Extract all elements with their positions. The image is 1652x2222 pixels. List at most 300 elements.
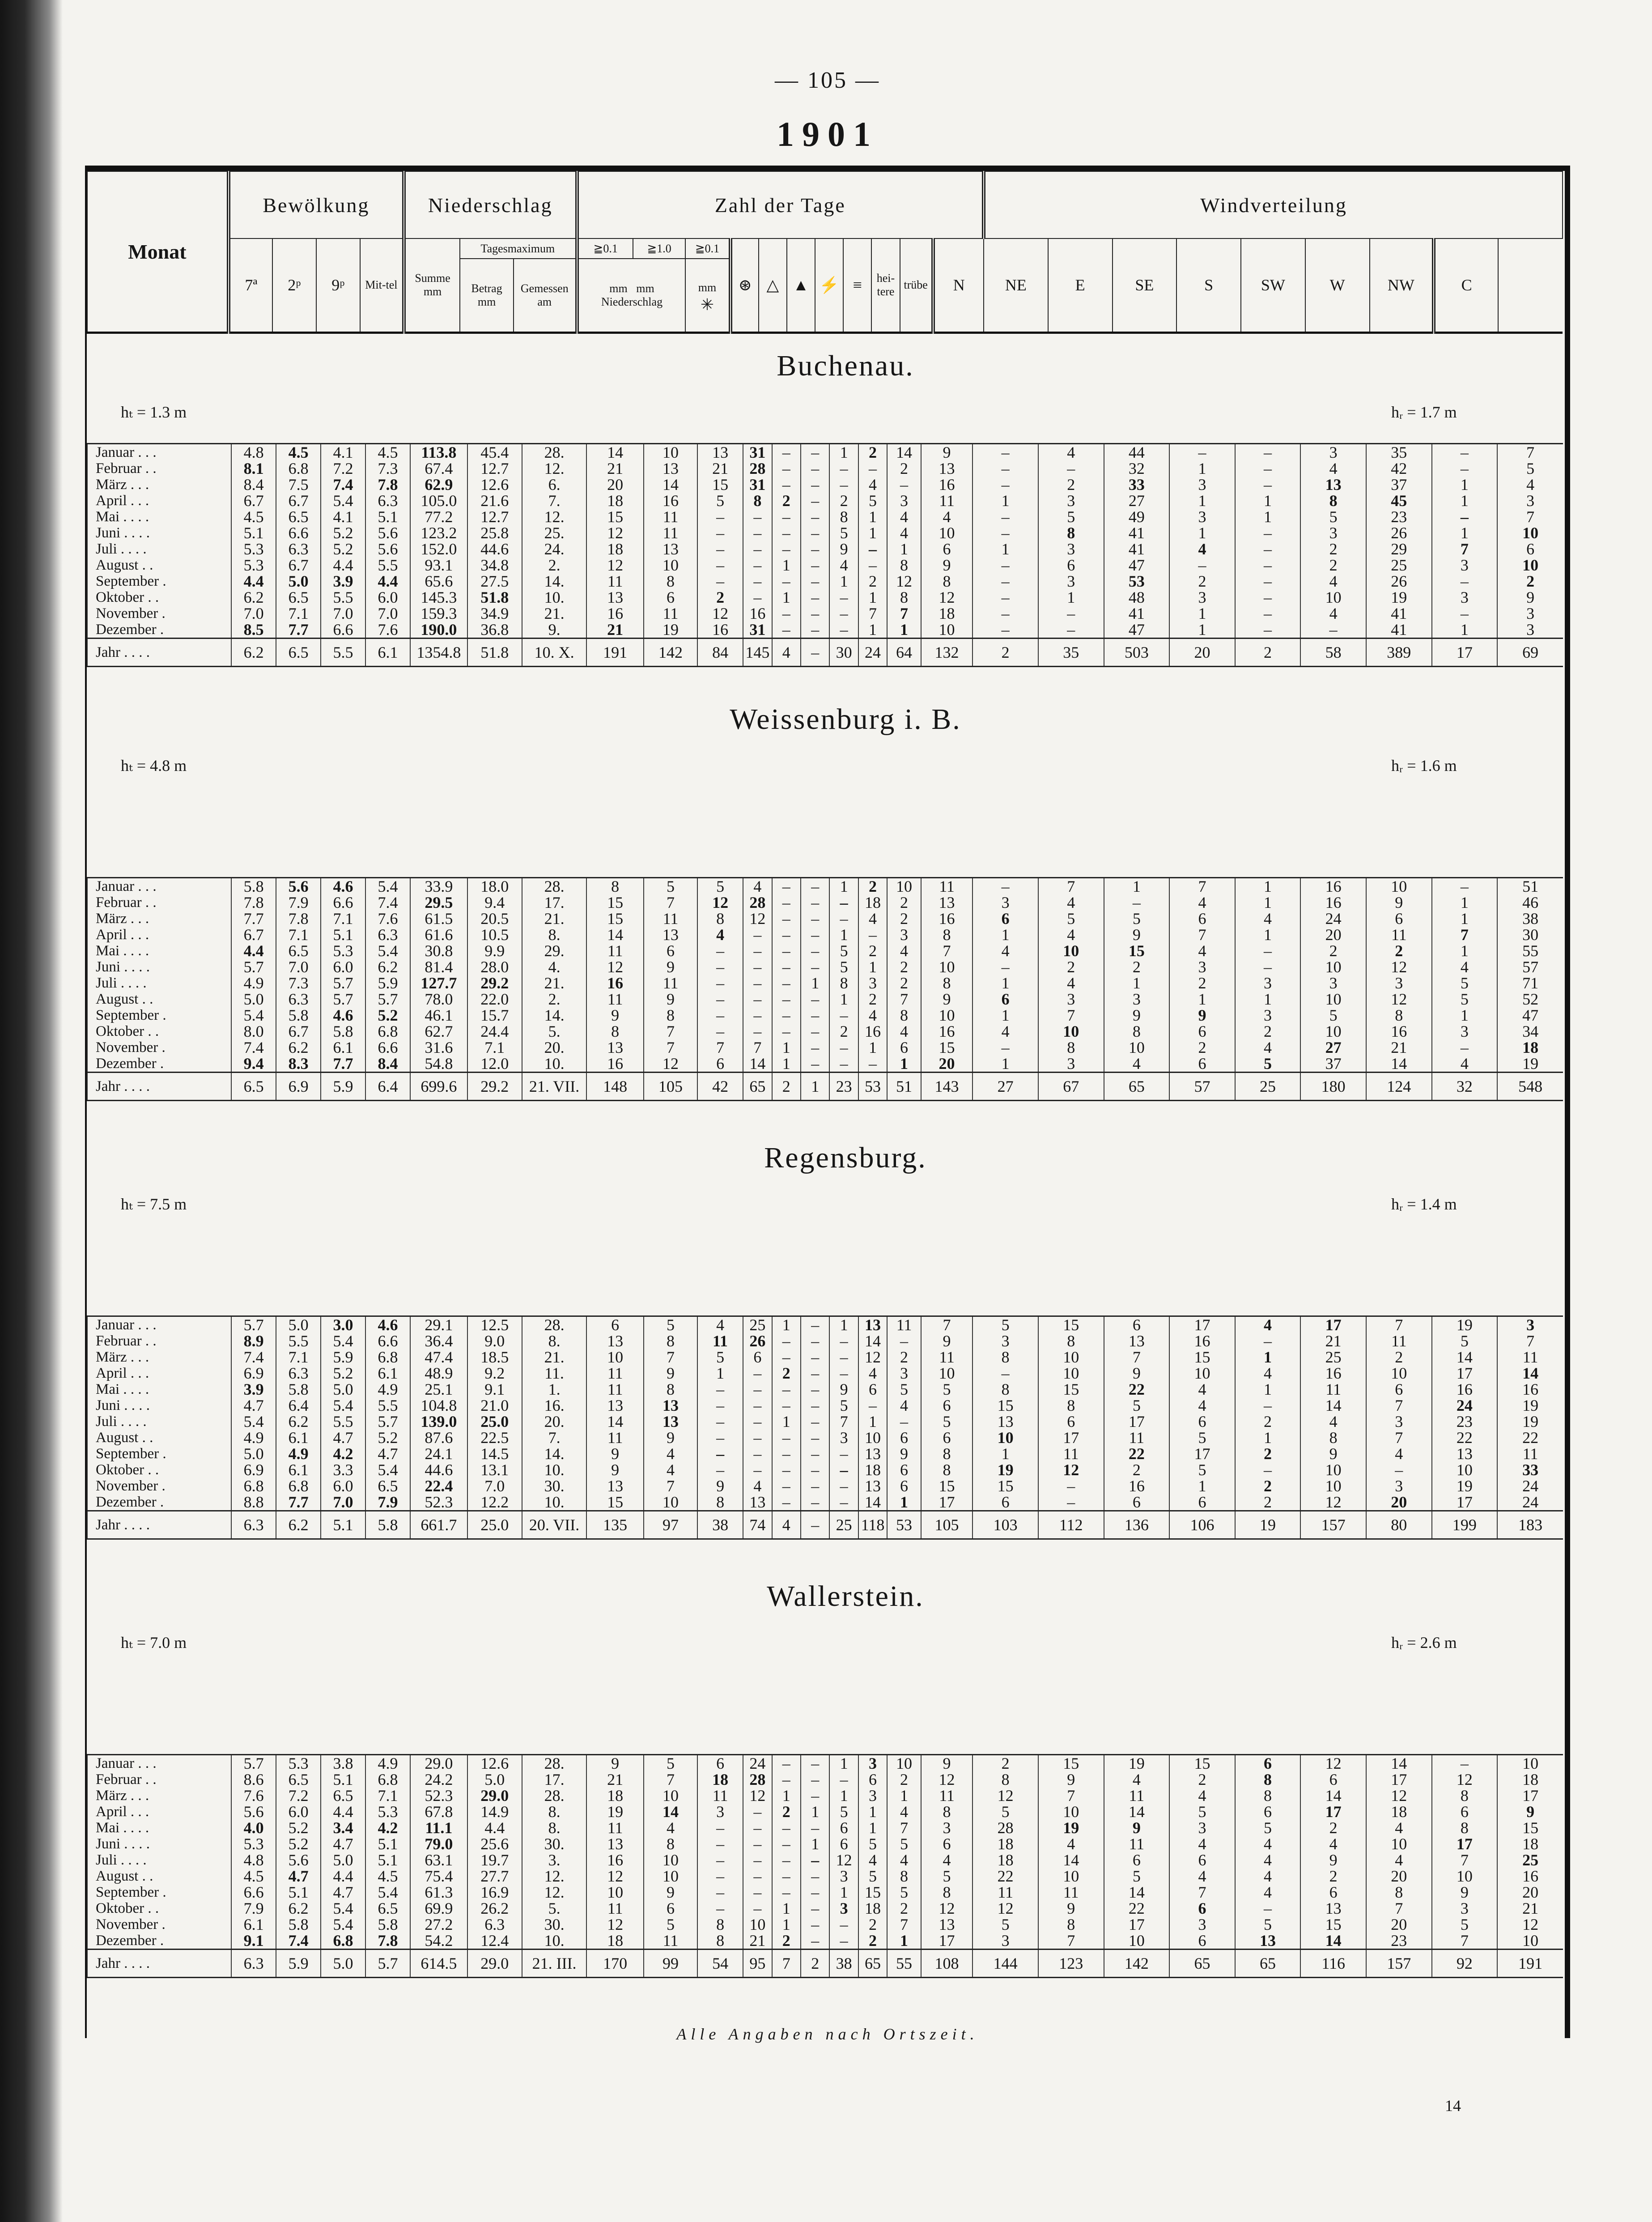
table-cell: 10 bbox=[921, 621, 973, 639]
header-niederschlag-small: mm mm Niederschlag bbox=[577, 259, 686, 332]
table-cell: 4 bbox=[1104, 1056, 1170, 1073]
station-title: Buchenau. bbox=[777, 349, 914, 382]
table-row bbox=[87, 557, 1563, 573]
table-cell: 7 bbox=[858, 605, 887, 621]
table-row bbox=[87, 1771, 1563, 1788]
table-row bbox=[87, 1333, 1563, 1349]
table-cell: 1 bbox=[801, 1836, 829, 1852]
table-cell: 4 bbox=[1169, 1836, 1235, 1852]
table-cell: 4 bbox=[1169, 894, 1235, 911]
table-row-year bbox=[87, 1950, 1563, 1978]
table-cell: 11 bbox=[921, 878, 973, 895]
table-cell: – bbox=[743, 1820, 772, 1836]
table-cell: 65 bbox=[1104, 1073, 1170, 1101]
table-cell: 3 bbox=[973, 1333, 1038, 1349]
table-cell: 5. bbox=[522, 1023, 586, 1039]
month-label: Juli . . . . bbox=[87, 1413, 231, 1430]
table-cell: – bbox=[772, 991, 801, 1007]
table-cell: – bbox=[743, 943, 772, 959]
table-cell: 7 bbox=[1169, 927, 1235, 943]
table-cell: 3 bbox=[1300, 444, 1366, 461]
table-cell: – bbox=[772, 1333, 801, 1349]
table-cell: 116 bbox=[1300, 1950, 1366, 1978]
table-cell: 5.4 bbox=[365, 943, 410, 959]
table-cell: 4.7 bbox=[231, 1397, 276, 1413]
table-cell: – bbox=[743, 1446, 772, 1462]
table-cell: 7 bbox=[1038, 1007, 1104, 1023]
header-d01: ≧0.1 bbox=[577, 238, 633, 259]
table-cell: 6.2 bbox=[276, 1511, 321, 1539]
table-cell: 2 bbox=[1300, 557, 1366, 573]
table-cell: 8. bbox=[522, 1804, 586, 1820]
table-cell: 6.1 bbox=[231, 1916, 276, 1933]
table-cell: 9.0 bbox=[467, 1333, 522, 1349]
month-label: April . . . bbox=[87, 1804, 231, 1820]
table-cell: 1 bbox=[772, 1900, 801, 1916]
table-cell: 8 bbox=[921, 1884, 973, 1900]
table-cell: 7 bbox=[1038, 1933, 1104, 1950]
table-cell: 8 bbox=[921, 927, 973, 943]
table-cell: 4 bbox=[1169, 1788, 1235, 1804]
table-cell: 5 bbox=[921, 1381, 973, 1397]
table-cell: – bbox=[743, 1430, 772, 1446]
table-cell: 14 bbox=[1104, 1804, 1170, 1820]
table-cell: 29.0 bbox=[410, 1755, 467, 1772]
table-cell: 6.0 bbox=[321, 1478, 365, 1494]
table-cell: 3 bbox=[1300, 975, 1366, 991]
table-cell: 14 bbox=[586, 444, 644, 461]
table-row bbox=[87, 589, 1563, 605]
table-cell: 30.8 bbox=[410, 943, 467, 959]
station-title: Wallerstein. bbox=[767, 1580, 924, 1613]
table-cell: – bbox=[801, 557, 829, 573]
table-cell: 5.9 bbox=[321, 1349, 365, 1365]
table-cell: 2 bbox=[858, 943, 887, 959]
table-cell: 5.7 bbox=[365, 991, 410, 1007]
table-cell: 1 bbox=[829, 991, 858, 1007]
header-9p: 9ᵖ bbox=[316, 238, 360, 332]
table-cell: 10 bbox=[1497, 557, 1563, 573]
table-cell: 3 bbox=[1169, 959, 1235, 975]
table-cell: 9 bbox=[644, 1884, 697, 1900]
table-cell: 4 bbox=[887, 509, 921, 525]
table-cell: – bbox=[697, 509, 743, 525]
table-cell: – bbox=[1235, 959, 1301, 975]
table-cell: 87.6 bbox=[410, 1430, 467, 1446]
table-cell: 10 bbox=[1432, 1462, 1498, 1478]
table-cell: 10 bbox=[973, 1430, 1038, 1446]
table-cell: 10. bbox=[522, 1494, 586, 1511]
table-cell: – bbox=[801, 1023, 829, 1039]
table-cell: 12. bbox=[522, 509, 586, 525]
table-cell: 1 bbox=[973, 1007, 1038, 1023]
table-cell: 14. bbox=[522, 1446, 586, 1462]
table-cell: 11 bbox=[644, 911, 697, 927]
table-cell: 11. bbox=[522, 1365, 586, 1381]
table-cell: 6 bbox=[1366, 911, 1432, 927]
table-cell: 13 bbox=[586, 1397, 644, 1413]
table-cell: 4.7 bbox=[321, 1884, 365, 1900]
table-cell: 6 bbox=[1169, 1056, 1235, 1073]
header-niederschlag: Niederschlag bbox=[404, 171, 577, 238]
table-cell: 10.5 bbox=[467, 927, 522, 943]
table-cell: 5.1 bbox=[365, 1852, 410, 1868]
table-cell: 46.1 bbox=[410, 1007, 467, 1023]
table-cell: 19 bbox=[1235, 1511, 1301, 1539]
table-cell: 5.4 bbox=[321, 1916, 365, 1933]
table-cell: 25 bbox=[1366, 557, 1432, 573]
table-cell: 3 bbox=[973, 1933, 1038, 1950]
table-cell: 5 bbox=[1169, 1804, 1235, 1820]
table-cell: – bbox=[858, 1056, 887, 1073]
table-cell: 64 bbox=[887, 639, 921, 667]
table-cell: 27 bbox=[973, 1073, 1038, 1101]
table-cell: 6 bbox=[644, 589, 697, 605]
table-cell: 14 bbox=[1300, 1788, 1366, 1804]
table-cell: 6.5 bbox=[365, 1900, 410, 1916]
table-cell: 7 bbox=[921, 1316, 973, 1333]
table-cell: 19 bbox=[1497, 1056, 1563, 1073]
table-cell: 8.1 bbox=[231, 460, 276, 477]
table-cell: 10 bbox=[1300, 589, 1366, 605]
table-row bbox=[87, 525, 1563, 541]
table-cell: 5 bbox=[887, 1381, 921, 1397]
table-cell: 9 bbox=[697, 1478, 743, 1494]
table-cell: 3 bbox=[1169, 477, 1235, 493]
table-cell: – bbox=[829, 1933, 858, 1950]
table-cell: 27.7 bbox=[467, 1868, 522, 1884]
table-cell: 9 bbox=[586, 1446, 644, 1462]
table-cell: 5 bbox=[1235, 1916, 1301, 1933]
table-cell: 4.5 bbox=[231, 509, 276, 525]
table-cell: 4 bbox=[1432, 959, 1498, 975]
table-cell: 21 bbox=[697, 460, 743, 477]
table-cell: 18 bbox=[921, 605, 973, 621]
table-cell: 33 bbox=[1497, 1462, 1563, 1478]
table-cell: 5 bbox=[973, 1316, 1038, 1333]
table-cell: 6.6 bbox=[231, 1884, 276, 1900]
table-cell: 7 bbox=[1366, 1900, 1432, 1916]
table-cell: 4.9 bbox=[231, 975, 276, 991]
table-cell: 67.4 bbox=[410, 460, 467, 477]
table-cell: 11 bbox=[921, 1788, 973, 1804]
table-cell: 5.3 bbox=[231, 541, 276, 557]
table-cell: 14 bbox=[1300, 1933, 1366, 1950]
table-cell: 9.4 bbox=[231, 1056, 276, 1073]
table-cell: 13 bbox=[858, 1316, 887, 1333]
table-cell: 14 bbox=[858, 1494, 887, 1511]
table-cell: 3 bbox=[887, 927, 921, 943]
table-cell: 7 bbox=[1169, 878, 1235, 895]
table-cell: 28. bbox=[522, 1316, 586, 1333]
table-cell: 25 bbox=[743, 1316, 772, 1333]
table-cell: 3 bbox=[858, 975, 887, 991]
header-gemessen: Gemessen am bbox=[514, 259, 577, 332]
table-cell: 4.4 bbox=[321, 1804, 365, 1820]
table-cell: 5.2 bbox=[321, 1365, 365, 1381]
table-cell: 7.4 bbox=[231, 1039, 276, 1056]
table-cell: 2 bbox=[887, 1349, 921, 1365]
table-row bbox=[87, 1788, 1563, 1804]
month-label: November . bbox=[87, 605, 231, 621]
table-cell: 7 bbox=[1366, 1397, 1432, 1413]
table-cell: 5.8 bbox=[365, 1916, 410, 1933]
table-cell: 1 bbox=[1235, 878, 1301, 895]
table-cell: 11 bbox=[586, 1365, 644, 1381]
table-cell: 20 bbox=[1366, 1494, 1432, 1511]
table-cell: 5 bbox=[1104, 1868, 1170, 1884]
table-cell: 4.4 bbox=[321, 557, 365, 573]
table-cell: 118 bbox=[858, 1511, 887, 1539]
table-cell: – bbox=[801, 1900, 829, 1916]
table-cell: 190.0 bbox=[410, 621, 467, 639]
table-cell: 7.6 bbox=[231, 1788, 276, 1804]
table-cell: 20. bbox=[522, 1039, 586, 1056]
table-cell: 1 bbox=[829, 444, 858, 461]
table-cell: 17 bbox=[1432, 639, 1498, 667]
table-cell: 12.5 bbox=[467, 1316, 522, 1333]
table-cell: 12 bbox=[697, 894, 743, 911]
table-cell: 6 bbox=[697, 1056, 743, 1073]
table-cell: 4 bbox=[887, 525, 921, 541]
month-label: April . . . bbox=[87, 1365, 231, 1381]
table-cell: 44 bbox=[1104, 444, 1170, 461]
table-cell: 7.2 bbox=[321, 460, 365, 477]
table-cell: 41 bbox=[1104, 541, 1170, 557]
station-table bbox=[87, 443, 1563, 667]
table-cell: – bbox=[801, 894, 829, 911]
table-cell: 5.4 bbox=[321, 1333, 365, 1349]
table-cell: – bbox=[801, 1430, 829, 1446]
table-cell: 6.5 bbox=[231, 1073, 276, 1101]
table-row bbox=[87, 573, 1563, 589]
table-cell: 7 bbox=[1366, 1430, 1432, 1446]
table-cell: 13 bbox=[586, 1478, 644, 1494]
table-cell: 5 bbox=[829, 1804, 858, 1820]
table-cell: 2. bbox=[522, 991, 586, 1007]
table-cell: 1 bbox=[1432, 943, 1498, 959]
table-cell: 5.6 bbox=[231, 1804, 276, 1820]
table-cell: 1 bbox=[1169, 605, 1235, 621]
table-cell: 6.1 bbox=[276, 1430, 321, 1446]
table-cell: 5.0 bbox=[231, 991, 276, 1007]
table-cell: 3 bbox=[921, 1820, 973, 1836]
table-cell: 5 bbox=[644, 1916, 697, 1933]
table-cell: 3 bbox=[1366, 1413, 1432, 1430]
header-wind-e: E bbox=[1048, 238, 1113, 332]
table-cell: 37 bbox=[1300, 1056, 1366, 1073]
table-cell: 5 bbox=[829, 525, 858, 541]
table-cell: 5.4 bbox=[365, 1884, 410, 1900]
table-cell: 5 bbox=[1169, 1462, 1235, 1478]
table-cell: 4 bbox=[1300, 605, 1366, 621]
table-cell: 12 bbox=[1366, 991, 1432, 1007]
table-cell: – bbox=[697, 975, 743, 991]
table-cell: 6.7 bbox=[276, 493, 321, 509]
table-cell: 7.5 bbox=[276, 477, 321, 493]
table-cell: 5 bbox=[697, 1349, 743, 1365]
table-cell: 2 bbox=[858, 1933, 887, 1950]
table-cell: 25.0 bbox=[467, 1413, 522, 1430]
table-cell: 18 bbox=[1497, 1039, 1563, 1056]
table-row-year bbox=[87, 639, 1563, 667]
table-cell: 19 bbox=[1497, 1413, 1563, 1430]
table-cell: 5.8 bbox=[231, 878, 276, 895]
table-cell: 20 bbox=[1300, 927, 1366, 943]
table-cell: 123.2 bbox=[410, 525, 467, 541]
table-cell: 14 bbox=[1497, 1365, 1563, 1381]
table-cell: 2 bbox=[887, 911, 921, 927]
table-cell: 4 bbox=[858, 477, 887, 493]
table-cell: 17 bbox=[1432, 1836, 1498, 1852]
table-cell: 45.4 bbox=[467, 444, 522, 461]
table-cell: 4.6 bbox=[321, 878, 365, 895]
year-label: Jahr . . . . bbox=[87, 1950, 231, 1978]
station-table bbox=[87, 1754, 1563, 1978]
table-cell: 20 bbox=[921, 1056, 973, 1073]
table-cell: 69 bbox=[1497, 639, 1563, 667]
table-cell: 6 bbox=[1038, 1413, 1104, 1430]
table-cell: – bbox=[801, 1365, 829, 1381]
table-cell: 14. bbox=[522, 1007, 586, 1023]
table-cell: 5.7 bbox=[231, 1755, 276, 1772]
table-cell: 6.3 bbox=[276, 541, 321, 557]
station-height-thermometer: hₜ = 7.0 m bbox=[121, 1634, 187, 1652]
table-cell: 13 bbox=[743, 1494, 772, 1511]
table-cell: 108 bbox=[921, 1950, 973, 1978]
table-cell: 2 bbox=[887, 959, 921, 975]
table-cell: 18 bbox=[586, 541, 644, 557]
table-cell: 19 bbox=[1432, 1478, 1498, 1494]
table-cell: 28 bbox=[743, 894, 772, 911]
table-cell: 7.9 bbox=[365, 1494, 410, 1511]
table-cell: 8.5 bbox=[231, 621, 276, 639]
table-cell: 6 bbox=[1169, 1413, 1235, 1430]
table-cell: 7 bbox=[1432, 1852, 1498, 1868]
table-cell: 9 bbox=[921, 991, 973, 1007]
page-number: — 105 — bbox=[775, 68, 880, 93]
table-cell: 7 bbox=[1038, 878, 1104, 895]
table-cell: 6 bbox=[858, 1381, 887, 1397]
table-cell: 8.3 bbox=[276, 1056, 321, 1073]
table-cell: – bbox=[1432, 878, 1498, 895]
table-cell: 11 bbox=[921, 1349, 973, 1365]
table-cell: 2 bbox=[973, 639, 1038, 667]
table-cell: – bbox=[772, 1494, 801, 1511]
table-cell: 2 bbox=[858, 444, 887, 461]
table-cell: 5 bbox=[887, 1884, 921, 1900]
table-cell: – bbox=[1366, 1462, 1432, 1478]
month-label: Januar . . . bbox=[87, 444, 231, 461]
table-cell: 20 bbox=[1497, 1884, 1563, 1900]
table-cell: 6. bbox=[522, 477, 586, 493]
month-label: Oktober . . bbox=[87, 1462, 231, 1478]
station-height-thermometer: hₜ = 7.5 m bbox=[121, 1195, 187, 1213]
table-cell: 1 bbox=[1432, 493, 1498, 509]
table-cell: 11 bbox=[644, 509, 697, 525]
table-cell: 38 bbox=[697, 1511, 743, 1539]
table-cell: 21.6 bbox=[467, 493, 522, 509]
table-cell: – bbox=[801, 1884, 829, 1900]
table-cell: 6.5 bbox=[276, 509, 321, 525]
table-cell: 1 bbox=[801, 975, 829, 991]
table-row bbox=[87, 1852, 1563, 1868]
table-cell: 548 bbox=[1497, 1073, 1563, 1101]
table-cell: 12 bbox=[973, 1788, 1038, 1804]
table-cell: 1 bbox=[1235, 1349, 1301, 1365]
table-cell: 6 bbox=[1169, 1852, 1235, 1868]
table-cell: 15 bbox=[1169, 1349, 1235, 1365]
table-cell: 14 bbox=[1432, 1349, 1498, 1365]
table-cell: 9 bbox=[1104, 1365, 1170, 1381]
table-cell: – bbox=[858, 460, 887, 477]
table-cell: 6.8 bbox=[276, 460, 321, 477]
table-cell: 17 bbox=[1038, 1430, 1104, 1446]
table-cell: 18 bbox=[586, 1788, 644, 1804]
table-cell: 12. bbox=[522, 1884, 586, 1900]
table-cell: 123 bbox=[1038, 1950, 1104, 1978]
table-cell: 12.6 bbox=[467, 477, 522, 493]
table-cell: 9. bbox=[522, 621, 586, 639]
table-cell: 132 bbox=[921, 639, 973, 667]
table-cell: 5.7 bbox=[231, 1316, 276, 1333]
month-label: Juli . . . . bbox=[87, 975, 231, 991]
table-cell: 5.3 bbox=[365, 1804, 410, 1820]
table-cell: 7 bbox=[1366, 1316, 1432, 1333]
station-height-raingauge: hᵣ = 1.4 m bbox=[1391, 1195, 1457, 1213]
table-cell: 12 bbox=[887, 573, 921, 589]
table-cell: 5.2 bbox=[276, 1836, 321, 1852]
table-cell: 12.4 bbox=[467, 1933, 522, 1950]
table-cell: 33.9 bbox=[410, 878, 467, 895]
table-cell: – bbox=[801, 878, 829, 895]
table-cell: 28.0 bbox=[467, 959, 522, 975]
header-heitere: hei-tere bbox=[871, 238, 900, 332]
table-cell: 5.2 bbox=[365, 1007, 410, 1023]
table-cell: 4.7 bbox=[276, 1868, 321, 1884]
table-cell: 6.7 bbox=[231, 927, 276, 943]
table-cell: 6 bbox=[1169, 1933, 1235, 1950]
table-cell: 12 bbox=[1432, 1771, 1498, 1788]
table-cell: 22 bbox=[1497, 1430, 1563, 1446]
table-cell: 8 bbox=[1038, 525, 1104, 541]
table-cell: 10 bbox=[1366, 1836, 1432, 1852]
table-cell: 6.5 bbox=[276, 943, 321, 959]
month-label: Februar . . bbox=[87, 1771, 231, 1788]
table-cell: – bbox=[772, 509, 801, 525]
table-cell: – bbox=[1169, 557, 1235, 573]
table-cell: 38 bbox=[829, 1950, 858, 1978]
table-cell: 2 bbox=[1038, 477, 1104, 493]
table-cell: 13 bbox=[644, 927, 697, 943]
table-cell: 34.8 bbox=[467, 557, 522, 573]
table-cell: – bbox=[801, 444, 829, 461]
table-cell: 17 bbox=[1497, 1788, 1563, 1804]
table-cell: 10 bbox=[1300, 1462, 1366, 1478]
table-cell: 7.6 bbox=[365, 621, 410, 639]
table-cell: 5 bbox=[1169, 1430, 1235, 1446]
table-cell: 10 bbox=[1038, 1349, 1104, 1365]
table-cell: 4 bbox=[1366, 1820, 1432, 1836]
month-label: August . . bbox=[87, 1430, 231, 1446]
table-cell: – bbox=[801, 1446, 829, 1462]
table-cell: – bbox=[801, 1462, 829, 1478]
table-cell: 5 bbox=[858, 1836, 887, 1852]
table-cell: 5.1 bbox=[276, 1884, 321, 1900]
table-cell: 21. VII. bbox=[522, 1073, 586, 1101]
table-cell: 7.8 bbox=[276, 911, 321, 927]
table-cell: 4.5 bbox=[365, 444, 410, 461]
